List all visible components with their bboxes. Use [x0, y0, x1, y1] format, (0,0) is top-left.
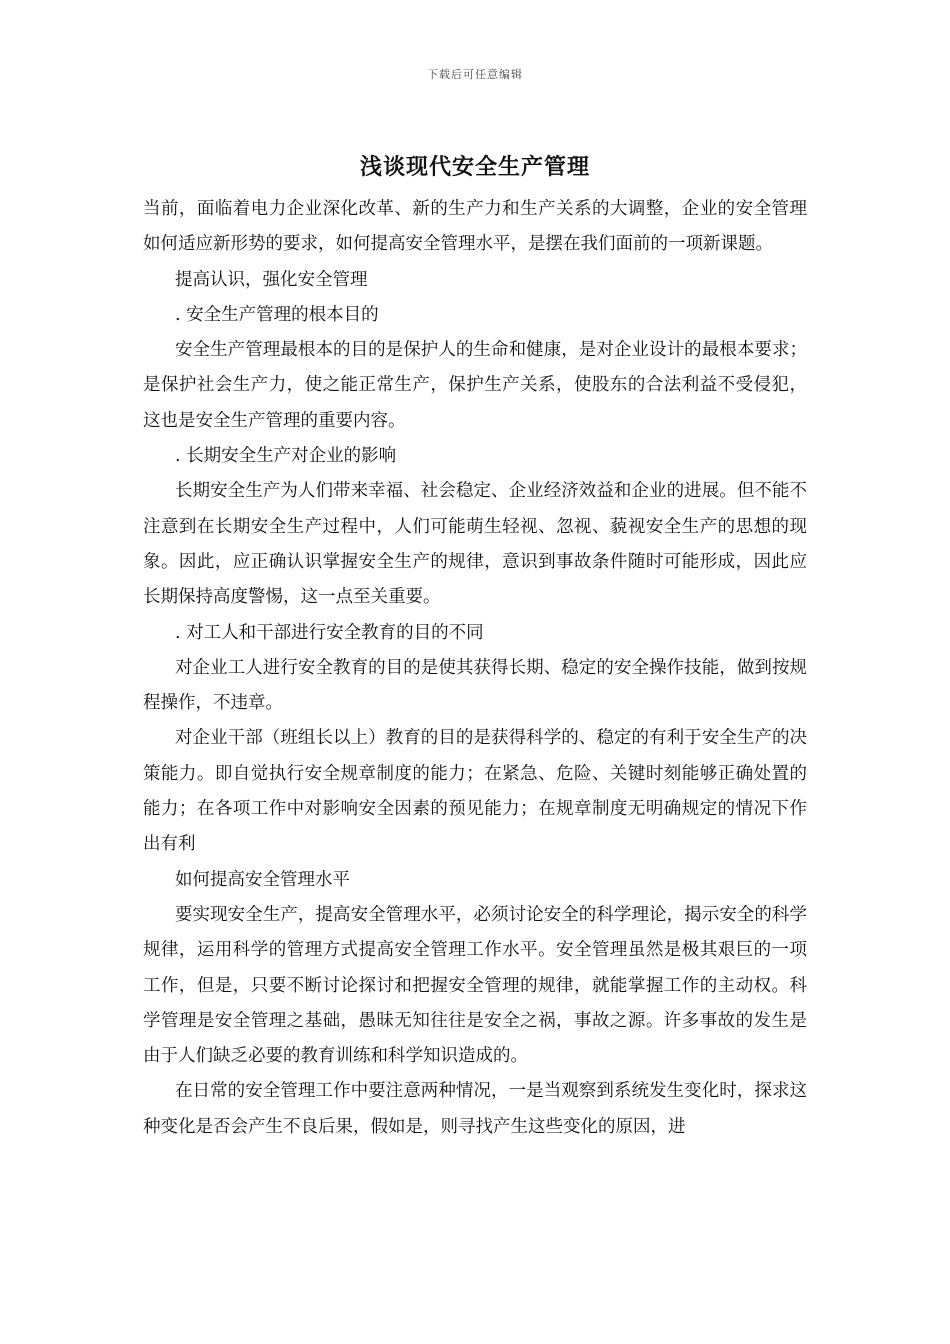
header-note: 下载后可任意编辑 [427, 68, 523, 81]
intro-paragraph: 当前，面临着电力企业深化改革、新的生产力和生产关系的大调整，企业的安全管理如何适应新形势的要求，如何提高安全管理水平，是摆在我们面前的一项新课题。 [143, 199, 807, 255]
document-body [143, 192, 807, 1145]
subsection-heading: . 长期安全生产对企业的影响 [175, 446, 397, 467]
body-paragraph: 在日常的安全管理工作中要注意两种情况，一是当观察到系统发生变化时，探求这种变化是否会产生不良后果，假如是，则寻找产生这些变化的原因，进 [143, 1081, 807, 1137]
body-paragraph: 对企业干部（班组长以上）教育的目的是获得科学的、稳定的有利于安全生产的决策能力。即自觉执行安全规章制度的能力；在紧急、危险、关键时刻能够正确处置的能力；在各项工作中对影响安全因素的预见能力；在规章制度无明确规定的情况下作出有利 [143, 728, 807, 855]
subsection-heading: . 对工人和干部进行安全教育的目的不同 [175, 622, 484, 643]
subsection-heading: . 安全生产管理的根本目的 [175, 304, 379, 325]
document-title: 浅谈现代安全生产管理 [359, 154, 590, 180]
section-heading: 提高认识，强化安全管理 [175, 269, 368, 290]
body-paragraph: 安全生产管理最根本的目的是保护人的生命和健康，是对企业设计的最根本要求；是保护社会生产力，使之能正常生产，保护生产关系，使股东的合法利益不受侵犯，这也是安全生产管理的重要内容。 [143, 340, 807, 431]
body-paragraph: 对企业工人进行安全教育的目的是使其获得长期、稳定的安全操作技能，做到按规程操作，不违章。 [143, 657, 807, 714]
section-heading: 如何提高安全管理水平 [175, 869, 350, 890]
body-paragraph: 要实现安全生产，提高安全管理水平，必须讨论安全的科学理论，揭示安全的科学规律，运用科学的管理方式提高安全管理工作水平。安全管理虽然是极其艰巨的一项工作，但是，只要不断讨论探讨和把握安全管理的规律，就能掌握工作的主动权。科学管理是安全管理之基础，愚昧无知往往是安全之祸，事故之源。许多事故的发生是由于人们缺乏必要的教育训练和科学知识造成的。 [143, 904, 807, 1067]
body-paragraph: 长期安全生产为人们带来幸福、社会稳定、企业经济效益和企业的进展。但不能不注意到在长期安全生产过程中，人们可能萌生轻视、忽视、藐视安全生产的思想的现象。因此，应正确认识掌握安全生产的规律，意识到事故条件随时可能形成，因此应长期保持高度警惕，这一点至关重要。 [143, 481, 807, 608]
